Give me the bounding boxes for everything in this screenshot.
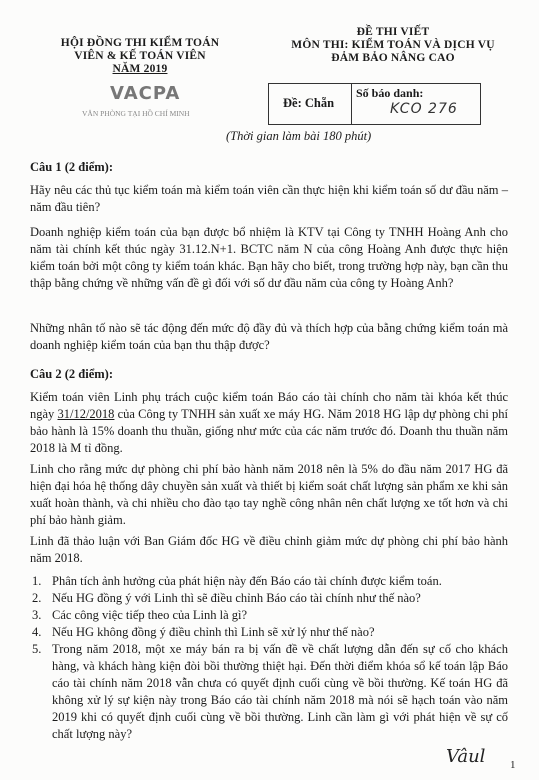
list-item-number: 2. [32,591,42,605]
list-item [32,624,508,641]
exam-code: Đề: Chẵn [283,96,335,110]
candidate-box [350,83,481,125]
exam-subject-cont: ĐẢM BẢO NÂNG CAO [331,52,455,64]
council-year: NĂM 2019 [112,63,168,75]
stamp-text: VĂN PHÒNG TẠI HỒ CHÍ MINH [82,109,190,118]
list-item [32,641,508,743]
q1-paragraph-1: Hãy nêu các thủ tục kiểm toán mà kiểm toán viên cần thực hiện khi kiểm toán số dư đầu năm – năm đầu tiên? [30,183,508,214]
list-item-text: Nếu HG đồng ý với Linh thì sẽ điều chỉnh Báo cáo tài chính như thế nào? [52,591,421,605]
list-item [32,573,508,590]
q2-p1-text-a: Kiểm toán viên Linh phụ trách cuộc kiểm toán Báo cáo tài chính cho năm tài khóa kết thúc ngày [30,390,508,421]
q2-title: Câu 2 (2 điểm): [30,367,113,381]
council-name [20,37,260,76]
council-line-2: VIÊN & KẾ TOÁN VIÊN [74,50,206,62]
list-item-number: 4. [32,625,42,639]
council-line-1: HỘI ĐỒNG THI KIỂM TOÁN [60,37,220,49]
page-number: 1 [510,759,516,771]
stamp-logo: VACPA [110,83,181,104]
q1-paragraph-2: Doanh nghiệp kiểm toán của bạn được bổ nhiệm là KTV tại Công ty TNHH Hoàng Anh cho năm tài chính kết thúc ngày 31.12.N+1. BCTC năm N của công Hoàng Anh được thực hiện kiểm toán bởi một công ty kiểm toán khác. Bạn hãy cho biết, trong trường hợp này, bạn cần thu thập bằng chứng về những vấn đề gì đối với số dư đầu năm của công ty Hoàng Anh? [30,225,508,290]
q2-paragraph-3: Linh đã thảo luận với Ban Giám đốc HG về điều chỉnh giảm mức dự phòng chi phí bảo hành năm 2018. [30,534,508,565]
exam-type: ĐỀ THI VIẾT [356,26,430,38]
q2-paragraph-2: Linh cho rằng mức dự phòng chi phí bảo hành năm 2018 nên là 5% do đầu năm 2017 HG đã hiện đại hóa hệ thống dây chuyền sản xuất và thiết bị kiểm soát chất lượng sản phẩm xe khi sản xuất hoàn thành, và chi nhiều cho đào tạo tay nghề công nhân nên chất lượng xe tốt hơn và chi phí bảo hành giảm. [30,462,508,527]
q2-p1-date: 31/12/2018 [57,407,115,421]
q1-title: Câu 1 (2 điểm): [30,160,113,174]
list-item-text: Các công việc tiếp theo của Linh là gì? [52,608,248,622]
q2-paragraph-1 [30,389,508,457]
candidate-number: KCO 276 [390,101,458,117]
time-note: (Thời gian làm bài 180 phút) [226,129,372,143]
q2-question-list [32,573,508,743]
candidate-label: Số báo danh: [356,86,424,100]
exam-subject: MÔN THI: KIỂM TOÁN VÀ DỊCH VỤ [291,39,495,51]
list-item-text: Nếu HG không đồng ý điều chỉnh thì Linh sẽ xử lý như thế nào? [52,625,375,639]
list-item-text: Trong năm 2018, một xe máy bán ra bị vấn đề về chất lượng dẫn đến sự cố cho khách hàng, và khách hàng kiện đòi bồi thường thiệt hại. Đến thời điểm khóa sổ kế toán lập Báo cáo tài chính năm 2018 vẫn chưa có quyết định cuối cùng về bồi thường. Kế toán HG đã không xử lý sự kiện này trong Báo cáo tài chính năm 2018 mà nói sẽ hạch toán vào năm 2019 khi có quyết định cuối cùng về bồi thường. Linh cần làm gì với phát hiện về sự cố chất lượng này? [52,642,508,741]
exam-heading [268,26,518,65]
handwritten-signature: Vâul [446,746,486,767]
list-item-number: 5. [32,642,42,656]
list-item-number: 1. [32,574,42,588]
list-item-text: Phân tích ảnh hưởng của phát hiện này đến Báo cáo tài chính được kiểm toán. [52,574,442,588]
list-item-number: 3. [32,608,42,622]
exam-code-box [268,83,352,125]
q2-p1-text-b: của Công ty TNHH sản xuất xe máy HG. Năm 2018 HG lập dự phòng chi phí bảo hành là 15% doanh thu thuần, giống như mức của các năm trước đó. Doanh thu thuần năm 2018 là M tỉ đồng. [30,407,508,455]
list-item [32,607,508,624]
q1-paragraph-3: Những nhân tố nào sẽ tác động đến mức độ đầy đủ và thích hợp của bằng chứng kiểm toán mà doanh nghiệp kiểm toán của bạn thu thập được? [30,321,508,352]
list-item [32,590,508,607]
office-stamp [80,85,210,117]
